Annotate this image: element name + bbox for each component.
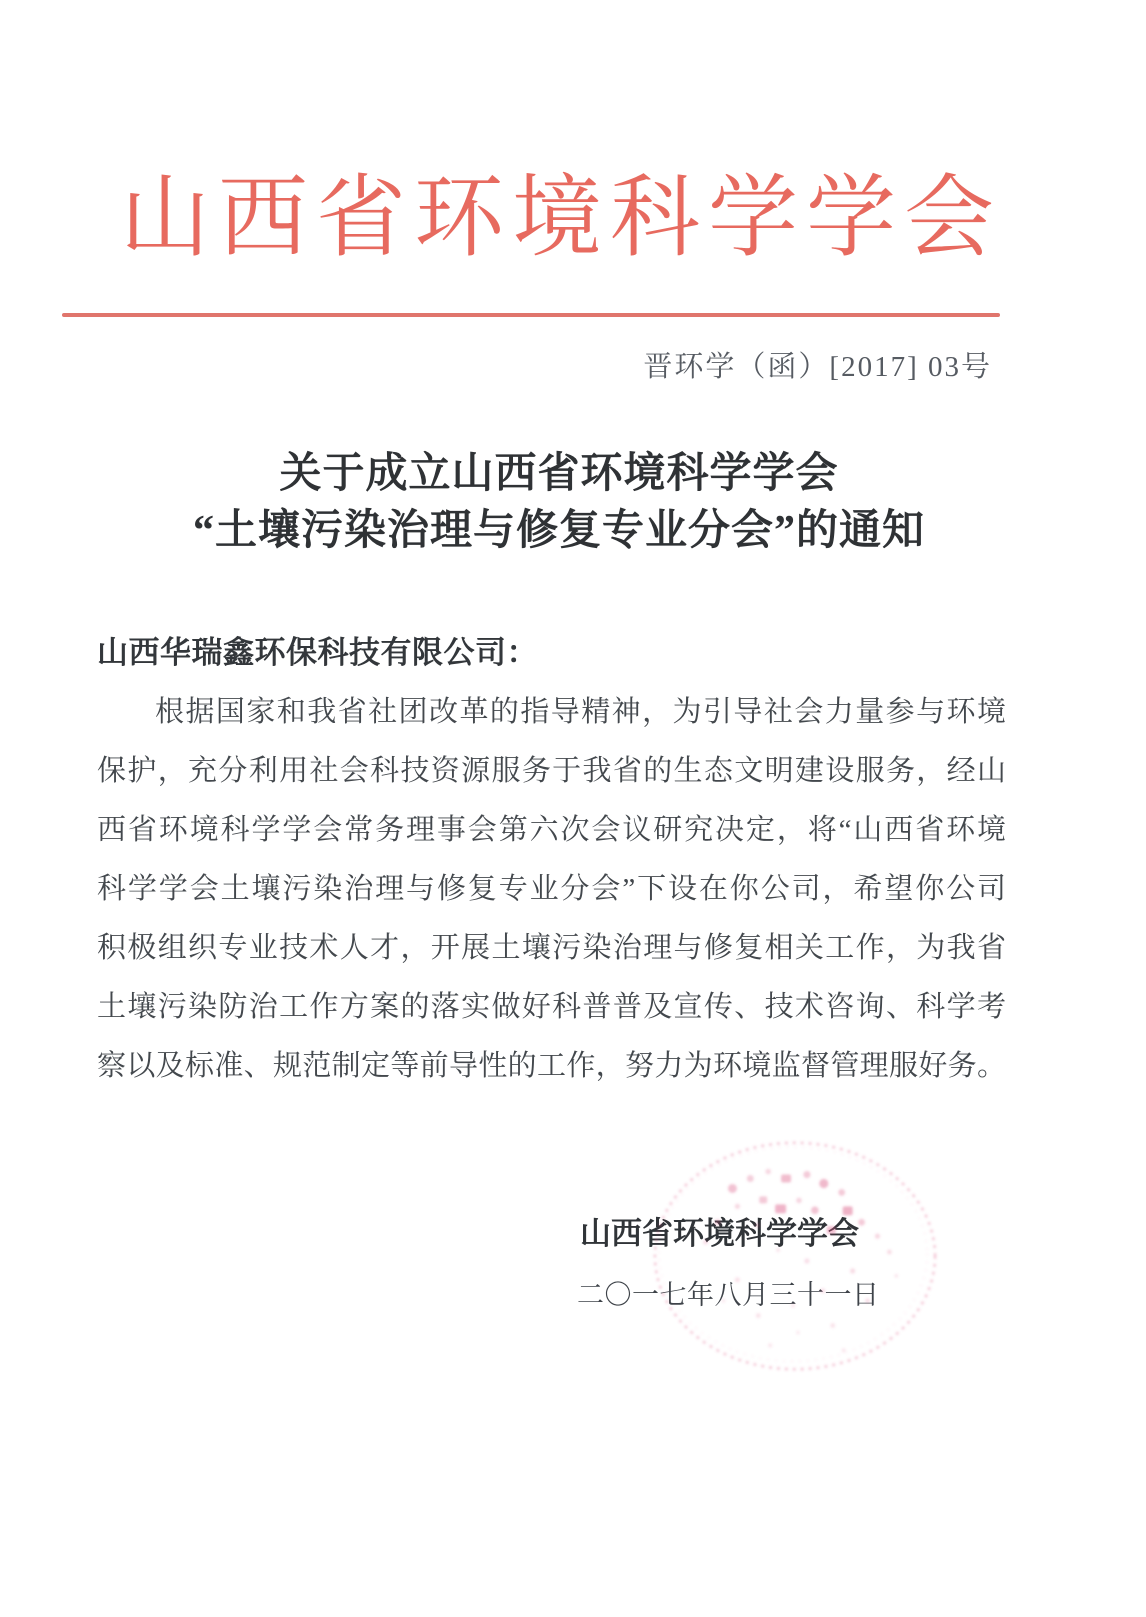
official-seal-stamp-icon bbox=[648, 1130, 946, 1385]
body-line: 保护，充分利用社会科技资源服务于我省的生态文明建设服务，经山 bbox=[97, 755, 1006, 787]
signature-date: 二〇一七年八月三十一日 bbox=[577, 1280, 880, 1310]
body-line: 科学学会土壤污染治理与修复专业分会”下设在你公司，希望你公司 bbox=[97, 873, 1006, 905]
notice-title bbox=[0, 446, 1132, 560]
signature-organization-name: 山西省环境科学学会 bbox=[580, 1216, 859, 1251]
body-line: 积极组织专业技术人才，开展土壤污染治理与修复相关工作，为我省 bbox=[97, 932, 1006, 964]
body-line: 根据国家和我省社团改革的指导精神，为引导社会力量参与环境 bbox=[155, 696, 1006, 728]
body-line: 土壤污染防治工作方案的落实做好科普普及宣传、技术咨询、科学考 bbox=[97, 991, 1006, 1023]
letterhead-title: 山西省环境科学学会 bbox=[120, 169, 1002, 268]
body-paragraph bbox=[97, 683, 1006, 1096]
notice-title-line-2: “土壤污染治理与修复专业分会”的通知 bbox=[192, 508, 925, 554]
body-line: 察以及标准、规范制定等前导性的工作，努力为环境监督管理服好务。 bbox=[97, 1050, 1006, 1082]
letterhead-divider-rule bbox=[62, 313, 1000, 317]
body-line: 西省环境科学学会常务理事会第六次会议研究决定，将“山西省环境 bbox=[97, 814, 1006, 846]
addressee-company-name: 山西华瑞鑫环保科技有限公司： bbox=[97, 635, 538, 670]
document-reference-number: 晋环学（函）[2017] 03号 bbox=[643, 351, 992, 383]
notice-title-line-1: 关于成立山西省环境科学学会 bbox=[279, 451, 839, 497]
